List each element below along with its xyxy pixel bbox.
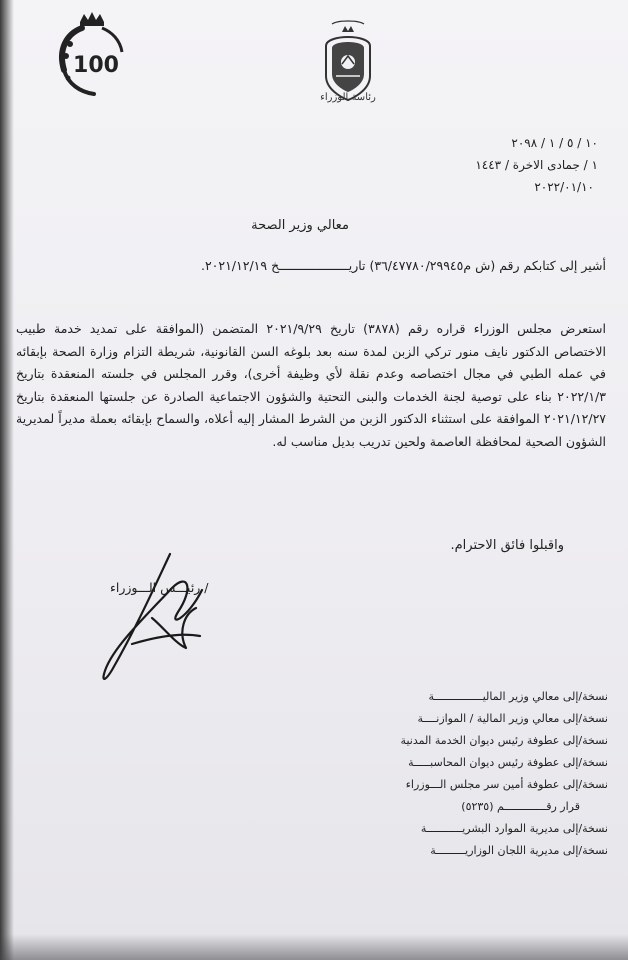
closing-line: واقبلوا فائق الاحترام. (450, 538, 564, 553)
copies-list (348, 686, 608, 862)
reference-number: ١٠ / ٥ / ١ / ٢٠٩٨ (511, 136, 598, 150)
copy-line: نسخة/إلى عطوفة رئيس ديوان الخدمة المدنية (400, 734, 608, 747)
svg-text:100: 100 (73, 53, 119, 78)
copy-line: نسخة/إلى معالي وزير المالية / الموازنــــة (417, 712, 608, 725)
page-bottom-shadow (0, 934, 628, 960)
addressee: معالي وزير الصحة (251, 218, 349, 233)
copy-line: نسخة/إلى مديرية اللجان الوزاريـــــــــة (430, 844, 608, 857)
copy-line: نسخة/إلى عطوفة رئيس ديوان المحاسبـــــة (408, 756, 608, 769)
gregorian-date: ٢٠٢٢/٠١/١٠ (534, 180, 594, 194)
signature-title: / رئيـــس الـــوزراء (110, 580, 209, 595)
copy-line: نسخة/إلى معالي وزير الماليـــــــــــــــة (428, 690, 608, 703)
crest-caption: رئاسة الوزراء (320, 92, 376, 103)
copy-line: نسخة/إلى عطوفة أمين سر مجلس الـــوزراء (405, 778, 608, 791)
signature-icon (92, 548, 212, 688)
page-edge-shadow (0, 0, 14, 960)
centennial-logo-icon (52, 8, 132, 103)
hijri-date: ١ / جمادى الاخرة / ١٤٤٣ (475, 158, 598, 172)
copy-line: قرار رقـــــــــــــم (٥٢٣٥) (461, 800, 580, 813)
body-paragraph-2: استعرض مجلس الوزراء قراره رقم (٣٨٧٨) تاريخ ٢٠٢١/٩/٢٩ المتضمن (الموافقة على تمديد خدمة طبيب الاختصاص الدكتور نايف منور تركي الزبن لمدة سنه بعد بلوغه السن القانونية، شريطة التزام وزارة الصحة بإبقائه في عمله الطبي في مجال اختصاصه وعدم نقلة لأي وظيفة أخرى)، وقرر المجلس في جلسته المنعقدة بتاريخ ٢٠٢٢/١/٣ بناء على توصية لجنة الخدمات والبنى التحتية والشؤون الاجتماعية الصادرة عن جلستها المنعقدة بتاريخ ٢٠٢١/١٢/٢٧ الموافقة على استثناء الدكتور الزبن من الشرط المشار إليه أعلاه، والسماح بإبقائه بعملة مديراً لمديرية الشؤون الصحية لمحافظة العاصمة ولحين تدريب بديل مناسب له. (16, 321, 606, 449)
copy-line: نسخة/إلى مديرية الموارد البشريـــــــــــة (420, 822, 608, 835)
body-paragraph-1: أشير إلى كتابكم رقم (ش م٣٦/٤٧٧٨٠/٢٩٩٤٥) تاريـــــــــــــــــــخ ٢٠٢١/١٢/١٩. (200, 258, 606, 273)
